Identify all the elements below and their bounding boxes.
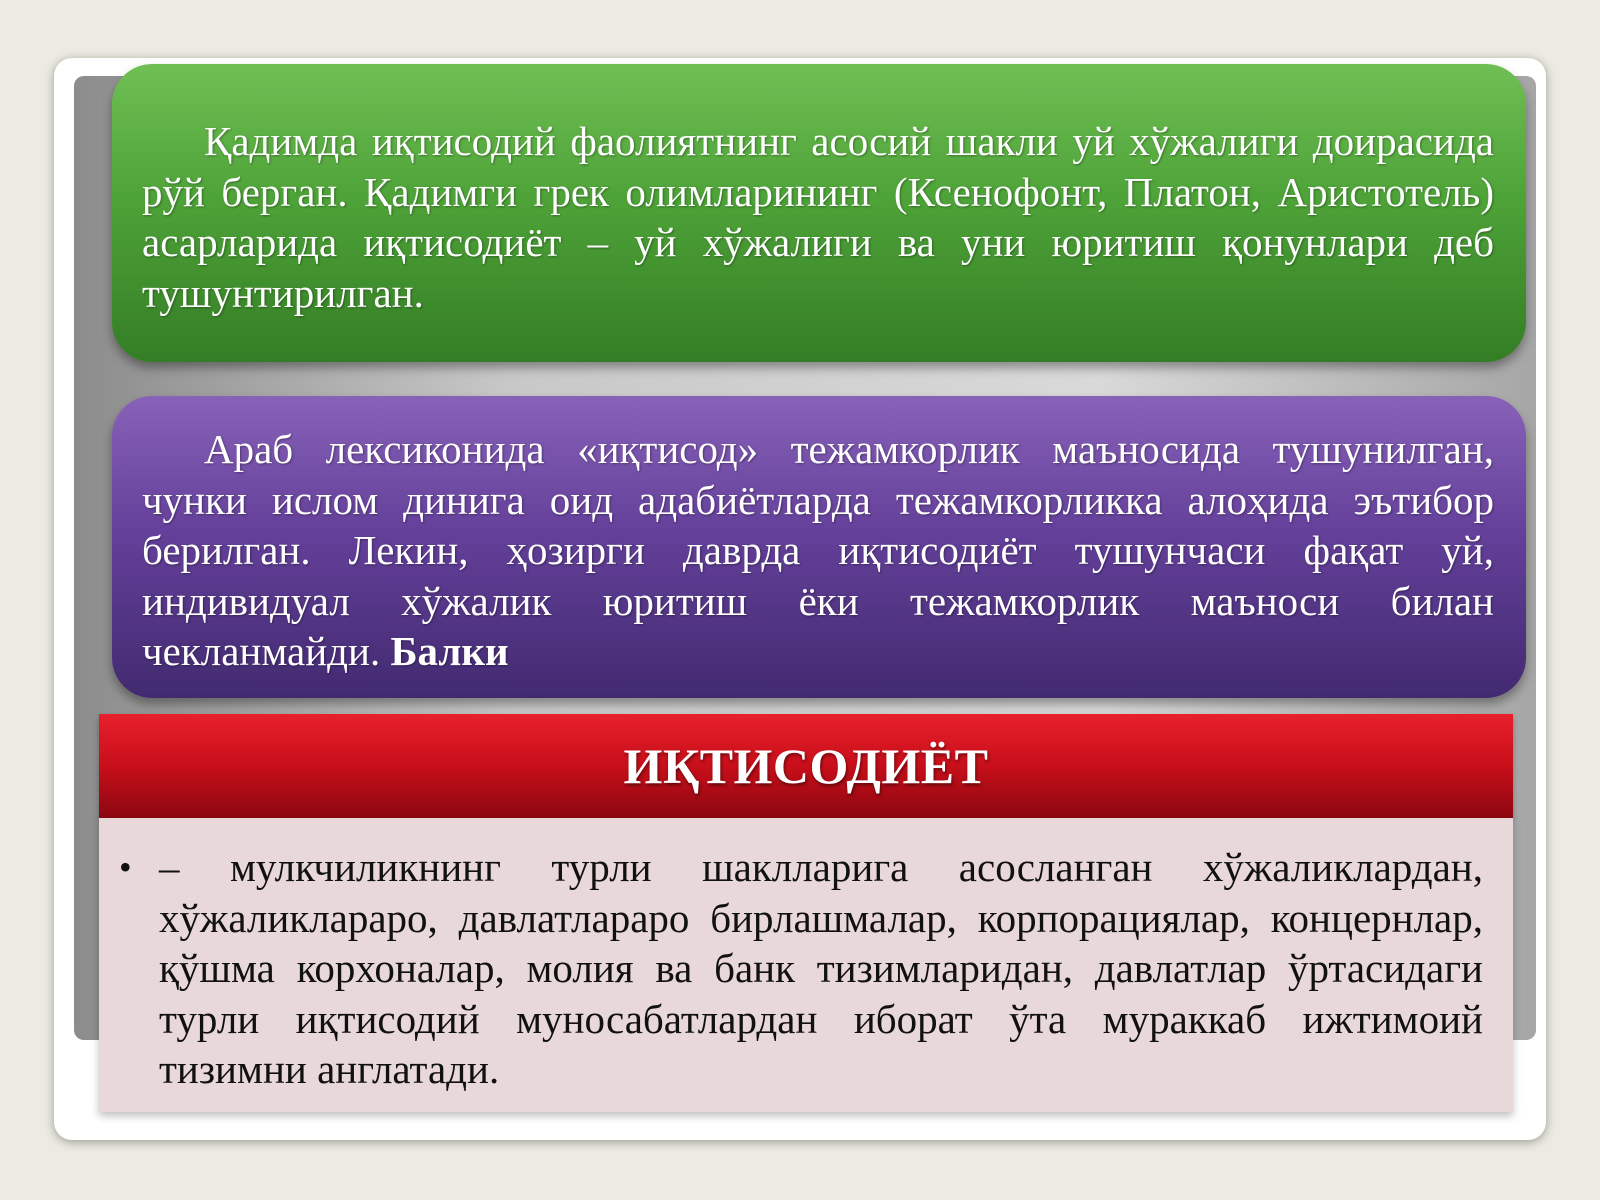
arabic-lexicon-bold-text: Балки (390, 628, 509, 674)
definition-box (99, 818, 1513, 1112)
arabic-lexicon-text: Араб лексиконида «иқтисод» тежамкорлик маъносида тушунилган, чунки ислом динига оид адабиётларда тежамкорликка алоҳида эътибор берилган. Лекин, ҳозирги даврда иқтисодиёт тушунчаси фақат уй, индивидуал хўжалик юритиш ёки тежамкорлик маъноси билан чекланмайди. (142, 426, 1494, 674)
arabic-lexicon-box (112, 396, 1526, 698)
definition-title-bar (99, 714, 1513, 818)
bullet-marker: • (119, 847, 132, 887)
arabic-lexicon-paragraph (142, 424, 1494, 677)
ancient-economy-paragraph (142, 116, 1494, 318)
ancient-economy-box (112, 64, 1526, 362)
definition-text: – мулкчиликнинг турли шаклларига асосланган хўжаликлардан, хўжаликлараро, давлатлараро бирлашмалар, корпорациялар, концернлар, қўшма корхоналар, молия ва банк тизимларидан, давлатлар ўртасидаги турли иқтисодий муносабатлардан иборат ўта мураккаб ижтимоий тизимни англатади. (159, 844, 1483, 1092)
ancient-economy-text: Қадимда иқтисодий фаолиятнинг асосий шакли уй хўжалиги доирасида рўй берган. Қадимги грек олимларининг (Ксенофонт, Платон, Аристотель) асарларида иқтисодиёт – уй хўжалиги ва уни юритиш қонунлари деб тушунтирилган. (142, 118, 1494, 316)
definition-title: ИҚТИСОДИЁТ (623, 738, 989, 794)
